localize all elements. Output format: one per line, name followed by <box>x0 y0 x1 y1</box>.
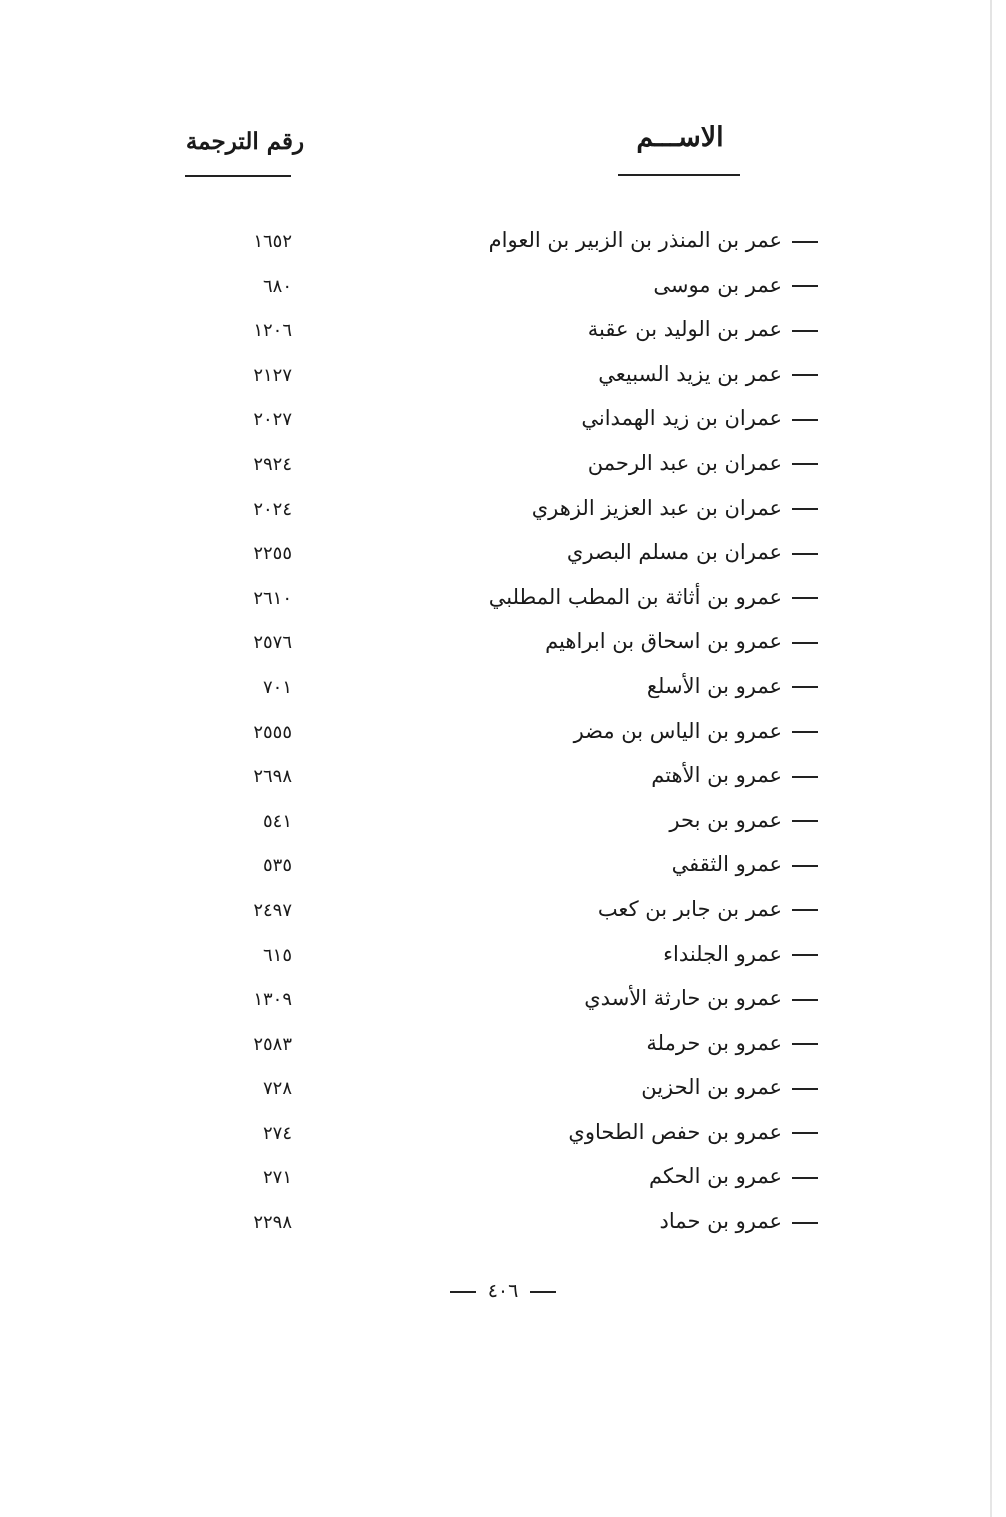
entry-dash <box>792 776 818 778</box>
index-entry <box>0 1160 1006 1205</box>
header-underline-number <box>185 175 291 177</box>
index-entries <box>0 224 1006 1250</box>
entry-dash <box>792 1132 818 1134</box>
entry-name-text: عمران بن مسلم البصري <box>566 540 782 565</box>
entry-dash <box>792 909 818 911</box>
entry-dash <box>792 1177 818 1179</box>
index-entry <box>0 625 1006 670</box>
index-entry <box>0 982 1006 1027</box>
entry-number: ٢٧١ <box>262 1167 292 1189</box>
entry-name-text: عمرو بن الحكم <box>649 1164 782 1189</box>
entry-dash <box>792 553 818 555</box>
entry-name-text: عمر بن يزيد السبيعي <box>598 361 782 386</box>
index-entry <box>0 848 1006 893</box>
entry-name <box>598 897 818 921</box>
entry-name-text: عمرو بن حرملة <box>646 1030 782 1055</box>
entry-name <box>584 986 818 1010</box>
entry-name <box>641 1075 818 1099</box>
entry-dash <box>792 419 818 421</box>
entry-name-text: عمران بن عبد العزيز الزهري <box>531 495 782 520</box>
entry-dash <box>792 597 818 599</box>
entry-name <box>545 629 818 653</box>
entry-number: ٢٦٩٨ <box>253 766 292 788</box>
entry-name-text: عمرو بن حفص الطحاوي <box>568 1119 782 1144</box>
index-entry <box>0 269 1006 314</box>
entry-dash <box>792 330 818 332</box>
index-entry <box>0 492 1006 537</box>
index-entry <box>0 402 1006 447</box>
page-number: ٤٠٦ <box>487 1280 519 1302</box>
entry-name-text: عمرو بن الحزين <box>641 1075 782 1100</box>
entry-dash <box>792 241 818 243</box>
entry-dash <box>792 865 818 867</box>
entry-number: ٢٤٩٧ <box>253 899 292 921</box>
entry-number: ٢٦١٠ <box>253 587 292 609</box>
entry-name-text: عمرو الثقفي <box>671 852 782 877</box>
column-header-name: الاســـم <box>636 122 724 153</box>
index-entry <box>0 893 1006 938</box>
index-entry <box>0 447 1006 492</box>
entry-name <box>489 585 818 609</box>
entry-number: ٥٣٥ <box>262 855 292 877</box>
entry-dash <box>792 463 818 465</box>
entry-dash <box>792 999 818 1001</box>
entry-name <box>663 942 818 966</box>
entry-number: ٢٧٤ <box>262 1122 292 1144</box>
entry-name-text: عمرو بن الياس بن مضر <box>573 718 782 743</box>
entry-dash <box>792 285 818 287</box>
entry-name <box>651 763 818 787</box>
entry-name <box>588 451 818 475</box>
index-entry <box>0 313 1006 358</box>
entry-number: ٢٢٥٥ <box>253 543 292 565</box>
entry-name <box>568 1120 818 1144</box>
index-entry <box>0 1116 1006 1161</box>
index-entry <box>0 581 1006 626</box>
entry-number: ٢٢٩٨ <box>253 1212 292 1234</box>
entry-number: ٢٠٢٧ <box>253 409 292 431</box>
index-entry <box>0 715 1006 760</box>
entry-name <box>649 1164 818 1188</box>
entry-name <box>660 1209 818 1233</box>
index-entry <box>0 1205 1006 1250</box>
entry-name-text: عمرو بن أثاثة بن المطب المطلبي <box>488 584 782 609</box>
entry-name-text: عمران بن زيد الهمداني <box>581 406 782 431</box>
entry-name <box>574 719 818 743</box>
entry-dash <box>792 954 818 956</box>
index-entry <box>0 759 1006 804</box>
entry-number: ١٢٠٦ <box>253 320 292 342</box>
entry-number: ٥٤١ <box>262 810 292 832</box>
entry-name <box>653 273 818 297</box>
entry-name <box>598 362 818 386</box>
entry-dash <box>792 1043 818 1045</box>
column-header-number: رقم الترجمة <box>185 128 305 155</box>
entry-dash <box>792 642 818 644</box>
index-entry <box>0 1027 1006 1072</box>
footer-dash-left <box>450 1291 476 1293</box>
index-entry <box>0 224 1006 269</box>
entry-name-text: عمرو بن الأهتم <box>651 763 782 788</box>
page-footer <box>0 1280 1006 1302</box>
entry-dash <box>792 1222 818 1224</box>
entry-dash <box>792 686 818 688</box>
entry-number: ٢١٢٧ <box>253 364 292 386</box>
entry-dash <box>792 374 818 376</box>
index-entry <box>0 358 1006 403</box>
entry-dash <box>792 731 818 733</box>
entry-number: ٢٠٢٤ <box>253 498 292 520</box>
entry-name-text: عمرو بن حارثة الأسدي <box>584 986 782 1011</box>
entry-name-text: عمرو بن الأسلع <box>646 673 782 698</box>
header-underline-name <box>618 174 740 176</box>
entry-name <box>588 317 818 341</box>
index-entry <box>0 1071 1006 1116</box>
entry-name-text: عمر بن جابر بن كعب <box>597 896 782 921</box>
entry-name-text: عمر بن موسى <box>653 272 782 297</box>
footer-dash-right <box>530 1291 556 1293</box>
entry-name-text: عمرو بن بحر <box>669 807 782 832</box>
entry-number: ٢٥٨٣ <box>253 1033 292 1055</box>
entry-number: ٢٩٢٤ <box>253 453 292 475</box>
entry-name-text: عمران بن عبد الرحمن <box>587 450 782 475</box>
index-entry <box>0 938 1006 983</box>
entry-name <box>646 1031 818 1055</box>
entry-dash <box>792 820 818 822</box>
entry-name-text: عمرو بن حماد <box>659 1209 782 1234</box>
entry-name <box>581 406 818 430</box>
entry-number: ٧٠١ <box>262 676 292 698</box>
entry-number: ٧٢٨ <box>262 1078 292 1100</box>
entry-name <box>489 228 818 252</box>
entry-name-text: عمرو بن اسحاق بن ابراهيم <box>545 629 782 654</box>
entry-name <box>669 808 818 832</box>
entry-name <box>647 674 818 698</box>
entry-number: ٢٥٥٥ <box>253 721 292 743</box>
entry-name-text: عمرو الجلنداء <box>663 941 782 966</box>
entry-name-text: عمر بن المنذر بن الزبير بن العوام <box>488 228 782 252</box>
entry-number: ١٣٠٩ <box>253 989 292 1011</box>
entry-number: ٦٨٠ <box>262 275 292 297</box>
entry-number: ١٦٥٢ <box>253 231 292 252</box>
entry-name <box>567 540 818 564</box>
entry-number: ٦١٥ <box>262 944 292 966</box>
index-entry <box>0 670 1006 715</box>
index-entry <box>0 804 1006 849</box>
entry-name <box>532 496 818 520</box>
entry-dash <box>792 508 818 510</box>
entry-dash <box>792 1088 818 1090</box>
entry-name <box>672 852 818 876</box>
index-entry <box>0 536 1006 581</box>
entry-number: ٢٥٧٦ <box>253 632 292 654</box>
entry-name-text: عمر بن الوليد بن عقبة <box>587 317 782 342</box>
